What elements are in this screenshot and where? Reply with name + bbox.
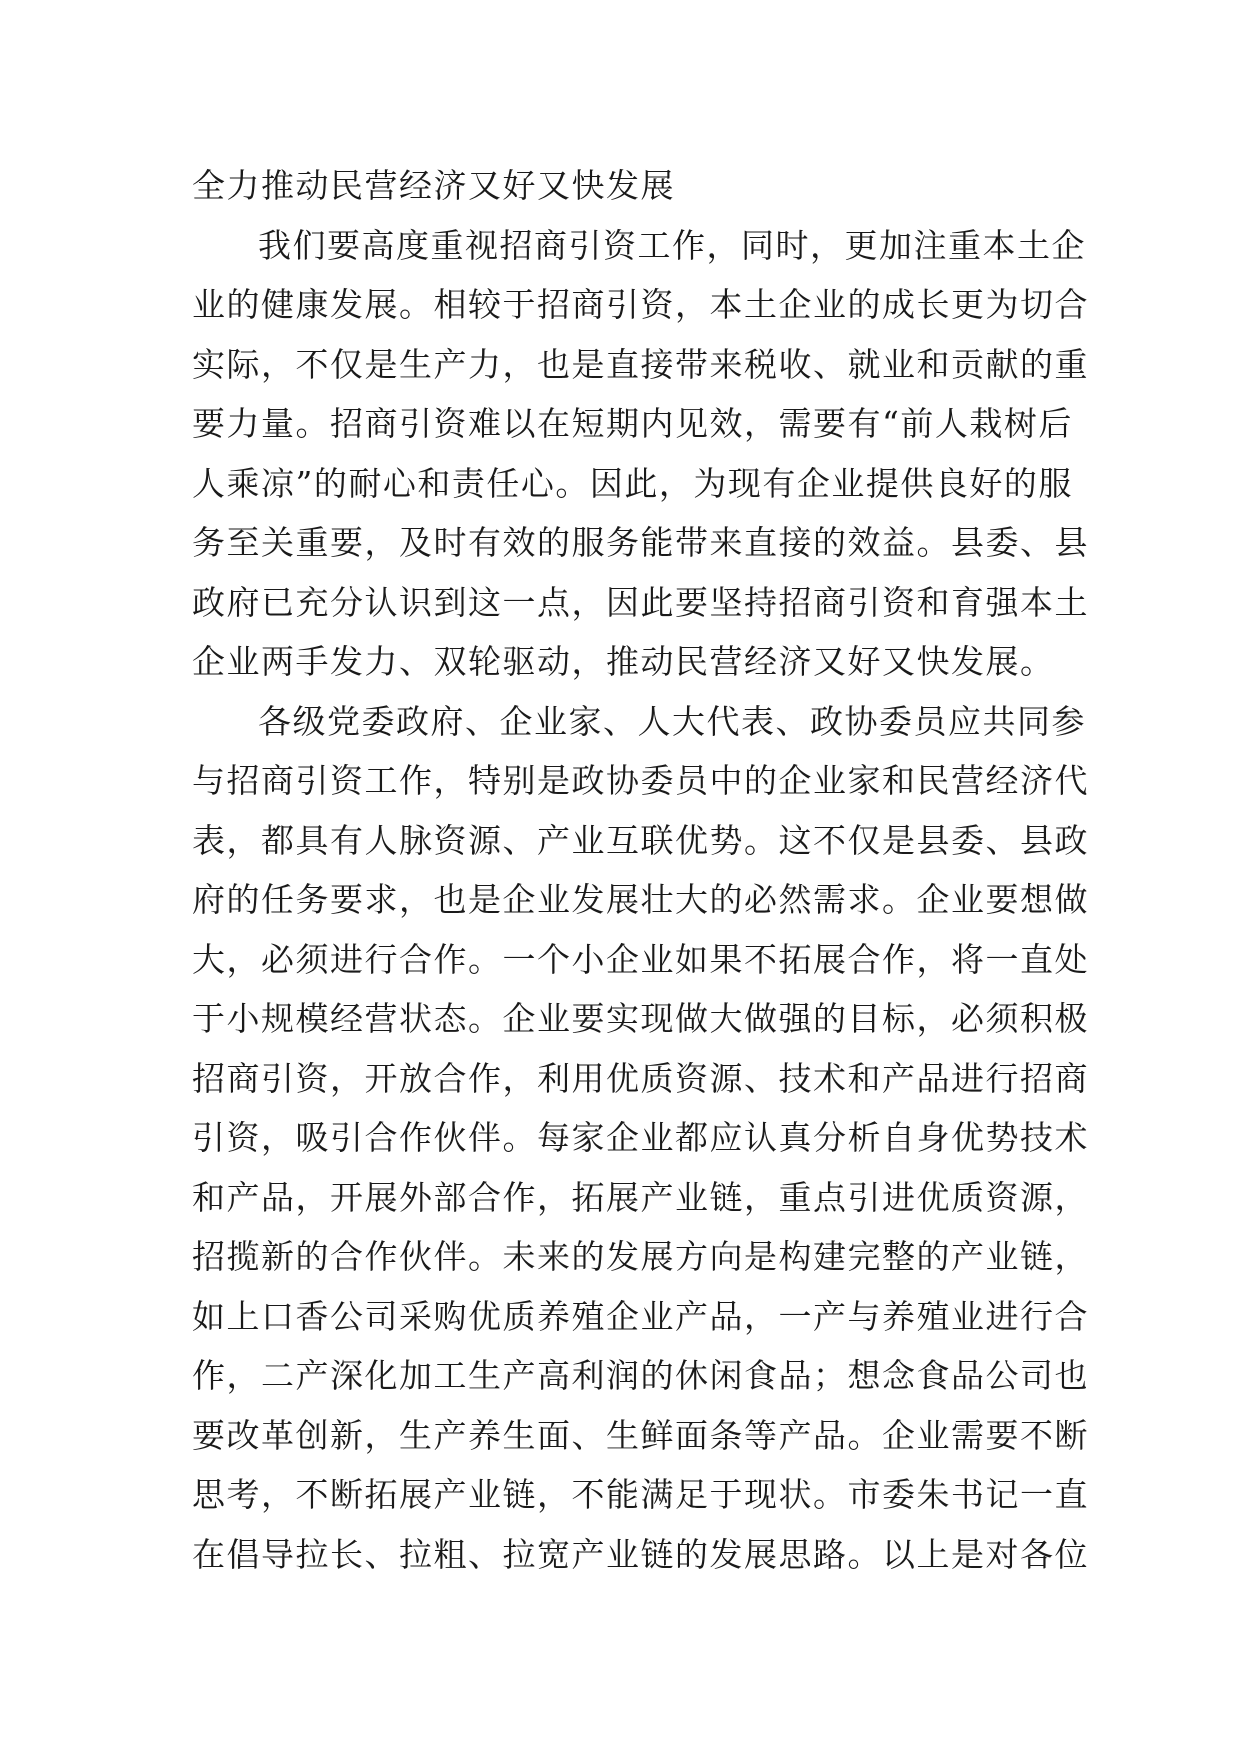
text-line: 在倡导拉长、拉粗、拉宽产业链的发展思路。以上是对各位	[192, 1534, 1089, 1574]
text-line: 招揽新的合作伙伴。未来的发展方向是构建完整的产业链，	[192, 1237, 1089, 1276]
document-body	[192, 156, 1089, 1584]
text-line: 于小规模经营状态。企业要实现做大做强的目标，必须积极	[192, 999, 1089, 1038]
text-line: 要力量。招商引资难以在短期内见效，需要有“前人栽树后	[192, 404, 1073, 443]
text-line: 思考，不断拓展产业链，不能满足于现状。市委朱书记一直	[192, 1475, 1089, 1514]
text-line: 务至关重要，及时有效的服务能带来直接的效益。县委、县	[192, 523, 1089, 562]
text-line: 如上口香公司采购优质养殖企业产品，一产与养殖业进行合	[192, 1296, 1089, 1336]
text-line: 大，必须进行合作。一个小企业如果不拓展合作，将一直处	[192, 939, 1089, 979]
text-line: 引资，吸引合作伙伴。每家企业都应认真分析自身优势技术	[192, 1118, 1089, 1157]
text-line: 作，二产深化加工生产高利润的休闲食品；想念食品公司也	[192, 1356, 1089, 1395]
text-line: 府的任务要求，也是企业发展壮大的必然需求。企业要想做	[192, 880, 1089, 919]
text-line: 实际，不仅是生产力，也是直接带来税收、就业和贡献的重	[192, 344, 1089, 384]
text-line: 业的健康发展。相较于招商引资，本土企业的成长更为切合	[192, 285, 1089, 324]
text-line: 政府已充分认识到这一点，因此要坚持招商引资和育强本土	[192, 582, 1089, 622]
text-line: 与招商引资工作，特别是政协委员中的企业家和民营经济代	[192, 761, 1089, 800]
text-line: 人乘凉”的耐心和责任心。因此，为现有企业提供良好的服	[192, 463, 1073, 503]
paragraph-first-line: 我们要高度重视招商引资工作，同时，更加注重本土企	[258, 225, 1086, 265]
text-line: 招商引资，开放合作，利用优质资源、技术和产品进行招商	[192, 1058, 1089, 1098]
paragraph-first-line: 各级党委政府、企业家、人大代表、政协委员应共同参	[258, 701, 1086, 741]
text-line: 全力推动民营经济又好又快发展	[192, 166, 675, 205]
text-line: 和产品，开展外部合作，拓展产业链，重点引进优质资源，	[192, 1177, 1089, 1217]
text-line: 表，都具有人脉资源、产业互联优势。这不仅是县委、县政	[192, 820, 1089, 860]
text-line: 要改革创新，生产养生面、生鲜面条等产品。企业需要不断	[192, 1415, 1089, 1455]
text-line: 企业两手发力、双轮驱动，推动民营经济又好又快发展。	[192, 642, 1055, 681]
